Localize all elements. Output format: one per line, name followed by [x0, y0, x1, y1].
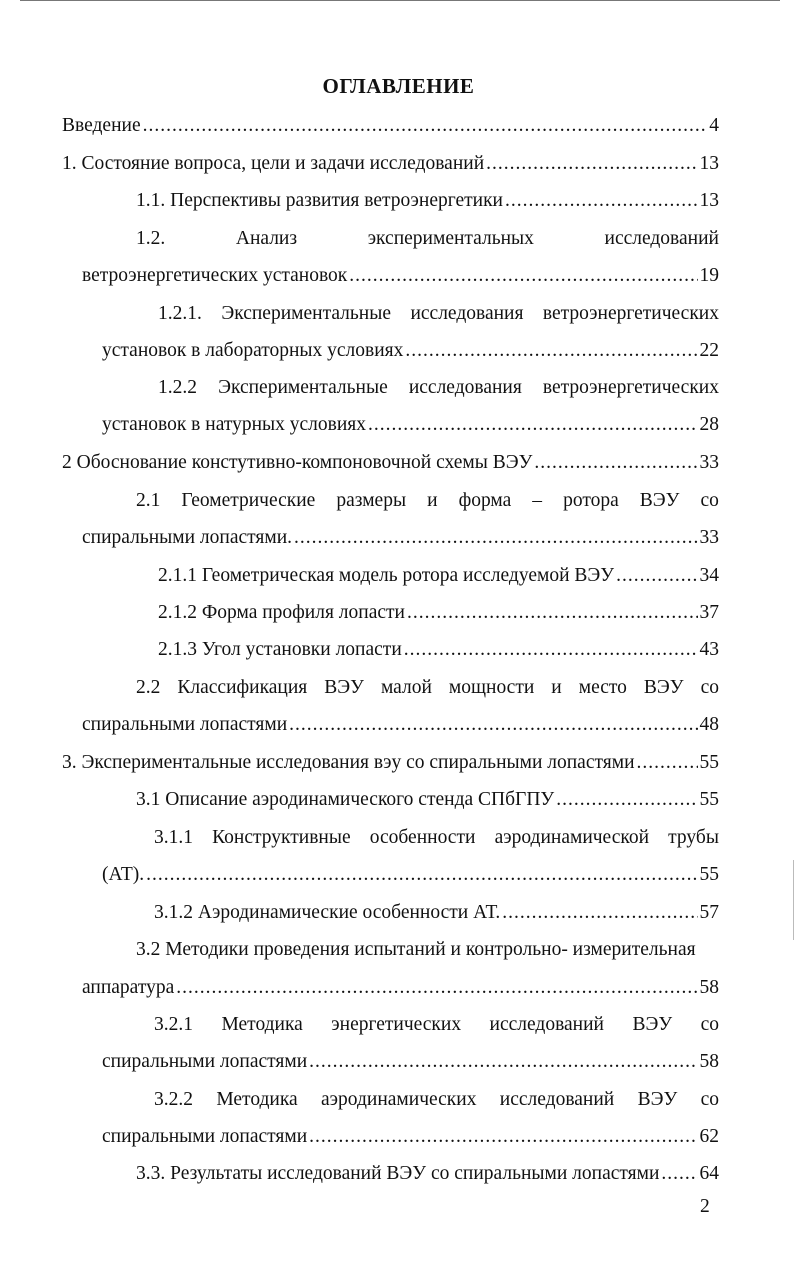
dot-leader	[637, 751, 698, 775]
toc-word: 3.2.2	[154, 1089, 193, 1110]
dot-leader	[556, 788, 697, 812]
toc-entry-3-2-2-line1[interactable]	[154, 1088, 719, 1112]
toc-entry-1-1[interactable]	[136, 189, 719, 213]
toc-entry-3-1[interactable]	[136, 788, 719, 812]
toc-page-number: 57	[699, 902, 719, 923]
toc-word: Классификация	[177, 677, 308, 698]
toc-word: мощности	[448, 677, 535, 698]
toc-word: и	[427, 490, 438, 511]
toc-word: 3.2.1	[154, 1014, 193, 1035]
toc-entry-3-1-1-line1[interactable]	[154, 826, 719, 850]
toc-word: ВЭУ	[324, 677, 364, 698]
toc-entry-3-2-line1[interactable]: 3.2 Методики проведения испытаний и контрольно- измерительная	[136, 939, 696, 960]
toc-word: форма	[458, 490, 512, 511]
dot-leader	[405, 339, 697, 363]
toc-word: и	[551, 677, 562, 698]
toc-page-number: 37	[699, 602, 719, 623]
dot-leader	[289, 713, 697, 737]
toc-page-number: 64	[699, 1163, 719, 1184]
toc-entry-2-2-line2[interactable]	[82, 713, 719, 737]
toc-word: ВЭУ	[632, 1014, 673, 1035]
toc-word: со	[700, 1089, 719, 1110]
toc-word: –	[532, 490, 543, 511]
toc-entry-text: 3.3. Результаты исследований ВЭУ со спиральными лопастями	[136, 1163, 660, 1184]
toc-page-number: 55	[699, 789, 719, 810]
toc-entry-chapter-3[interactable]	[62, 751, 719, 775]
toc-word: Анализ	[235, 228, 298, 249]
toc-word: Экспериментальные	[221, 303, 391, 324]
toc-page-number: 58	[699, 1051, 719, 1072]
dot-leader	[534, 451, 697, 475]
toc-entry-text: 2.1.1 Геометрическая модель ротора исследуемой ВЭУ	[158, 565, 615, 586]
dot-leader	[309, 1050, 697, 1074]
toc-entry-text: спиральными лопастями.	[82, 527, 293, 548]
toc-entry-text: спиральными лопастями	[102, 1126, 308, 1147]
page-title: ОГЛАВЛЕНИЕ	[322, 74, 475, 98]
toc-word: ветроэнергетических	[542, 377, 719, 398]
toc-entry-chapter-2[interactable]	[62, 451, 719, 475]
toc-word: исследования	[408, 377, 522, 398]
toc-word: исследований	[604, 228, 719, 249]
dot-leader	[349, 264, 697, 288]
toc-entry-3-2-1-line1[interactable]	[154, 1013, 719, 1037]
toc-word: со	[700, 677, 719, 698]
dot-leader	[294, 526, 697, 550]
page-number: 2	[700, 1196, 710, 1217]
toc-entry-text: 3. Экспериментальные исследования вэу со спиральными лопастями	[62, 752, 635, 773]
toc-entry-2-1-line2[interactable]	[82, 526, 719, 550]
dot-leader	[505, 189, 698, 213]
toc-entry-1-2-2-line2[interactable]	[102, 413, 719, 437]
dot-leader	[143, 114, 708, 138]
toc-word: экспериментальных	[367, 228, 534, 249]
toc-word: Геометрические	[181, 490, 316, 511]
toc-word: особенности	[369, 827, 476, 848]
toc-page-number: 58	[699, 977, 719, 998]
toc-entry-text: аппаратура	[82, 977, 175, 998]
toc-word: ВЭУ	[643, 677, 684, 698]
toc-entry-text: (АТ).	[102, 864, 145, 885]
toc-entry-text: установок в натурных условиях	[102, 414, 367, 435]
dot-leader	[661, 1162, 697, 1186]
toc-entry-text: 3.1.2 Аэродинамические особенности АТ.	[154, 902, 501, 923]
toc-word: 2.2	[136, 677, 161, 698]
toc-entry-2-2-line1[interactable]	[136, 676, 719, 700]
toc-word: ветроэнергетических	[542, 303, 719, 324]
toc-word: Методика	[216, 1089, 298, 1110]
scan-edge-line	[793, 860, 794, 940]
toc-entry-chapter-1[interactable]	[62, 152, 719, 176]
toc-page-number: 4	[709, 115, 719, 136]
dot-leader	[407, 601, 698, 625]
toc-entry-text: ветроэнергетических установок	[82, 265, 348, 286]
toc-entry-text: спиральными лопастями	[82, 714, 288, 735]
toc-entry-text: Введение	[62, 115, 141, 136]
toc-entry-3-3[interactable]	[136, 1162, 719, 1186]
toc-page-number: 28	[699, 414, 719, 435]
toc-word: малой	[380, 677, 432, 698]
toc-entry-2-1-3[interactable]	[158, 638, 719, 662]
toc-page-number: 33	[699, 452, 719, 473]
dot-leader	[616, 564, 697, 588]
toc-entry-1-2-2-line1[interactable]	[158, 376, 719, 400]
toc-entry-3-1-2[interactable]	[154, 901, 719, 925]
toc-word: 1.2.2	[158, 377, 197, 398]
toc-word: исследований	[489, 1014, 604, 1035]
toc-entry-text: 2.1.3 Угол установки лопасти	[158, 639, 402, 660]
dot-leader	[486, 152, 697, 176]
toc-entry-2-1-1[interactable]	[158, 564, 719, 588]
toc-entry-1-2-1-line2[interactable]	[102, 339, 719, 363]
toc-word: трубы	[668, 827, 719, 848]
toc-word: исследования	[410, 303, 524, 324]
toc-entry-text: спиральными лопастями	[102, 1051, 308, 1072]
toc-page-number: 22	[699, 340, 719, 361]
toc-word: 2.1	[136, 490, 161, 511]
toc-entry-text: 2.1.2 Форма профиля лопасти	[158, 602, 405, 623]
toc-word: энергетических	[331, 1014, 462, 1035]
toc-entry-3-1-1-line2[interactable]	[102, 863, 719, 887]
toc-word: Экспериментальные	[218, 377, 388, 398]
dot-leader	[404, 638, 698, 662]
toc-word: со	[700, 490, 719, 511]
toc-page-number: 43	[699, 639, 719, 660]
toc-entry-1-2-line1[interactable]	[136, 227, 719, 251]
toc-page-number: 55	[699, 752, 719, 773]
toc-word: аэродинамических	[321, 1089, 477, 1110]
toc-word: ротора	[563, 490, 619, 511]
toc-word: со	[700, 1014, 719, 1035]
toc-word: ВЭУ	[637, 1089, 678, 1110]
toc-word: размеры	[336, 490, 407, 511]
toc-page-number: 55	[699, 864, 719, 885]
toc-entry-2-1-line1[interactable]	[136, 489, 719, 513]
dot-leader	[309, 1125, 697, 1149]
toc-entry-3-2-1-line2[interactable]	[102, 1050, 719, 1074]
dot-leader	[368, 413, 697, 437]
toc-word: исследований	[499, 1089, 615, 1110]
toc-entry-3-2-line2[interactable]	[82, 976, 719, 1000]
toc-entry-text: 1. Состояние вопроса, цели и задачи исследований	[62, 153, 485, 174]
toc-page-number: 13	[699, 190, 719, 211]
dot-leader	[502, 901, 697, 925]
toc-word: Конструктивные	[212, 827, 351, 848]
toc-entry-1-2-1-line1[interactable]	[158, 302, 719, 326]
toc-entry-text: 3.1 Описание аэродинамического стенда СПбГПУ	[136, 789, 555, 810]
toc-word: ВЭУ	[639, 490, 680, 511]
dot-leader	[146, 863, 697, 887]
toc-word: Методика	[221, 1014, 303, 1035]
toc-word: 3.1.1	[154, 827, 193, 848]
toc-entry-text: установок в лабораторных условиях	[102, 340, 404, 361]
toc-word: место	[578, 677, 627, 698]
toc-entry-3-2-2-line2[interactable]	[102, 1125, 719, 1149]
toc-word: 1.2.1.	[158, 303, 202, 324]
toc-word: аэродинамической	[494, 827, 650, 848]
toc-entry-1-2-line2[interactable]	[82, 264, 719, 288]
toc-word: 1.2.	[136, 228, 166, 249]
top-border-line	[20, 0, 780, 1]
toc-entry-introduction[interactable]	[62, 114, 719, 138]
toc-page-number: 48	[699, 714, 719, 735]
toc-page-number: 19	[699, 265, 719, 286]
toc-page-number: 33	[699, 527, 719, 548]
dot-leader	[176, 976, 697, 1000]
toc-page-number: 13	[699, 153, 719, 174]
toc-entry-text: 1.1. Перспективы развития ветроэнергетики	[136, 190, 503, 211]
toc-entry-2-1-2[interactable]	[158, 601, 719, 625]
toc-page-number: 62	[699, 1126, 719, 1147]
toc-page-number: 34	[699, 565, 719, 586]
toc-entry-text: 2 Обоснование констутивно-компоновочной схемы ВЭУ	[62, 452, 533, 473]
